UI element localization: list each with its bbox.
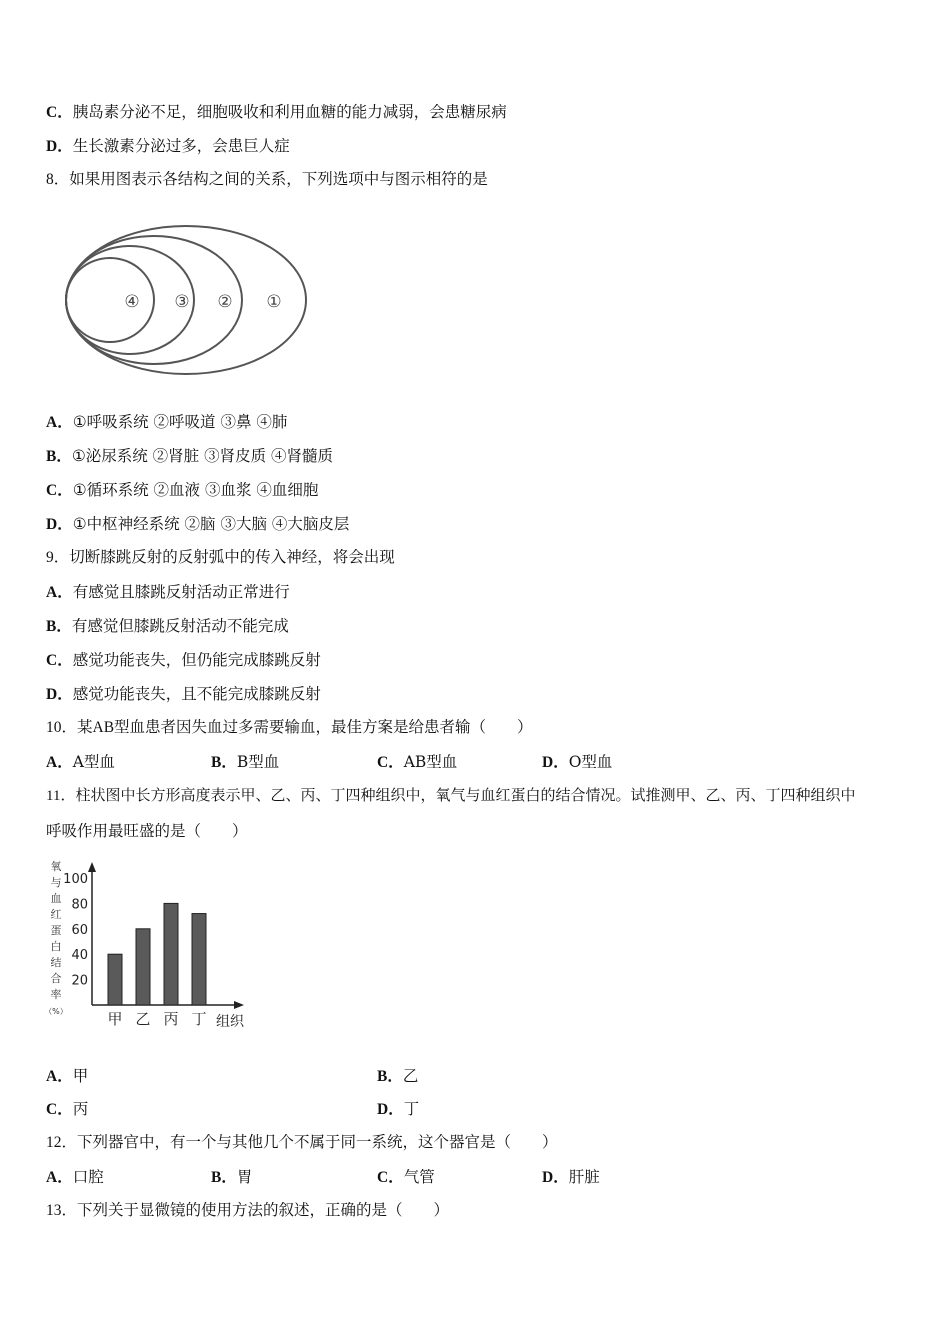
option-label: C． <box>377 754 404 771</box>
q11-bar-chart <box>40 850 260 1050</box>
option-text: ①呼吸系统 ②呼吸道 ③鼻 ④肺 <box>72 413 288 431</box>
x-tick-label: 丙 <box>163 1010 179 1028</box>
option-text: ①循环系统 ②血液 ③血浆 ④血细胞 <box>72 481 319 499</box>
q12-option-c <box>377 1166 435 1189</box>
q11-option-c <box>46 1098 88 1121</box>
option-text: 甲 <box>72 1067 89 1085</box>
option-label: B． <box>46 618 72 635</box>
q11-option-b <box>377 1065 418 1088</box>
y-axis-label-char: 血 <box>50 892 62 905</box>
option-text: ①泌尿系统 ②肾脏 ③肾皮质 ④肾髓质 <box>71 447 334 465</box>
option-text: 感觉功能丧失，但仍能完成膝跳反射 <box>72 651 321 669</box>
q10-option-b <box>211 751 279 774</box>
option-label: B． <box>46 448 72 465</box>
q12-option-a <box>46 1166 104 1189</box>
q11-stem-line1: 11．柱状图中长方形高度表示甲、乙、丙、丁四种组织中，氧气与血红蛋白的结合情况。试推测甲、乙、丙、丁四种组织中 <box>46 788 856 804</box>
option-text: 气管 <box>403 1168 435 1186</box>
q8-nested-ellipse-diagram <box>60 220 320 390</box>
circle-label-2: ② <box>217 292 233 312</box>
y-axis-label-char: 红 <box>50 908 62 921</box>
y-axis-label-char: 与 <box>50 876 62 889</box>
option-label: B． <box>377 1068 403 1085</box>
option-text: 有感觉但膝跳反射活动不能完成 <box>71 617 289 635</box>
y-axis-label-char: （%） <box>44 1007 68 1016</box>
y-axis-label-char: 结 <box>50 956 62 969</box>
option-text: O型血 <box>568 753 613 771</box>
option-label: C． <box>46 1101 73 1118</box>
q11-option-a <box>46 1065 88 1088</box>
option-text: 乙 <box>402 1067 419 1085</box>
y-axis-label-char: 率 <box>50 988 62 1001</box>
option-text: 生长激素分泌过多，会患巨人症 <box>72 137 290 155</box>
bar-甲 <box>108 954 122 1005</box>
q9-option-b <box>46 615 289 638</box>
q12-option-d <box>542 1166 600 1189</box>
q9-option-a <box>46 581 290 604</box>
q9-stem: 9．切断膝跳反射的反射弧中的传入神经，将会出现 <box>46 549 395 566</box>
option-text: 感觉功能丧失，且不能完成膝跳反射 <box>72 685 321 703</box>
x-tick-label: 甲 <box>107 1010 123 1028</box>
y-tick-label: 20 <box>71 973 88 989</box>
q10-option-a <box>46 751 115 774</box>
option-text: 丁 <box>403 1100 420 1118</box>
option-text: 口腔 <box>72 1168 104 1186</box>
option-text: B型血 <box>236 753 280 771</box>
option-text: 胰岛素分泌不足，细胞吸收和利用血糖的能力减弱，会患糖尿病 <box>72 103 507 121</box>
y-tick-label: 80 <box>71 897 88 913</box>
option-label: C． <box>46 652 73 669</box>
q7-option-c <box>46 101 507 124</box>
bar-丙 <box>164 903 178 1005</box>
q10-option-c <box>377 751 457 774</box>
q7-option-d <box>46 135 290 158</box>
option-text: 有感觉且膝跳反射活动正常进行 <box>72 583 290 601</box>
option-label: A． <box>46 414 73 431</box>
option-label: C． <box>377 1169 404 1186</box>
option-label: A． <box>46 754 73 771</box>
q11-option-d <box>377 1098 419 1121</box>
q8-stem: 8．如果用图表示各结构之间的关系，下列选项中与图示相符的是 <box>46 171 488 188</box>
option-label: B． <box>211 754 237 771</box>
ellipse-4 <box>66 258 154 342</box>
q12-option-b <box>211 1166 252 1189</box>
option-text: 丙 <box>72 1100 89 1118</box>
bar-乙 <box>136 929 150 1005</box>
x-axis-label: 组织 <box>216 1014 244 1030</box>
q13-stem: 13．下列关于显微镜的使用方法的叙述，正确的是（ ） <box>46 1202 450 1219</box>
option-label: A． <box>46 1068 73 1085</box>
q11-stem-line2: 呼吸作用最旺盛的是（ ） <box>46 823 248 840</box>
option-label: D． <box>46 138 73 155</box>
y-tick-label: 40 <box>71 948 88 964</box>
option-text: ①中枢神经系统 ②脑 ③大脑 ④大脑皮层 <box>72 515 350 533</box>
option-label: C． <box>46 482 73 499</box>
circle-label-4: ④ <box>124 292 140 312</box>
option-text: 胃 <box>236 1168 253 1186</box>
q8-option-c <box>46 479 318 502</box>
option-label: D． <box>46 516 73 533</box>
q9-option-c <box>46 649 321 672</box>
option-label: A． <box>46 1169 73 1186</box>
option-label: C． <box>46 104 73 121</box>
q12-stem: 12．下列器官中，有一个与其他几个不属于同一系统，这个器官是（ ） <box>46 1134 558 1151</box>
option-label: D． <box>46 686 73 703</box>
q8-option-b <box>46 445 333 468</box>
circle-label-1: ① <box>266 292 282 312</box>
option-label: B． <box>211 1169 237 1186</box>
option-label: D． <box>377 1101 404 1118</box>
option-text: 肝脏 <box>568 1168 600 1186</box>
y-tick-label: 100 <box>63 872 88 887</box>
y-axis-label-char: 蛋 <box>50 924 62 937</box>
y-axis-label-char: 合 <box>50 972 62 985</box>
circle-label-3: ③ <box>174 292 190 312</box>
y-axis-label-char: 白 <box>50 940 62 953</box>
q8-option-d <box>46 513 349 536</box>
q9-option-d <box>46 683 321 706</box>
option-text: AB型血 <box>403 753 458 771</box>
option-label: D． <box>542 754 569 771</box>
q8-option-a <box>46 411 287 434</box>
x-axis-arrow <box>234 1001 244 1009</box>
bar-丁 <box>192 914 206 1005</box>
option-text: A型血 <box>72 753 115 771</box>
option-label: A． <box>46 584 73 601</box>
y-axis-arrow <box>88 862 96 872</box>
x-tick-label: 丁 <box>191 1010 207 1028</box>
y-axis-label-char: 氧 <box>50 860 62 873</box>
option-label: D． <box>542 1169 569 1186</box>
y-tick-label: 60 <box>71 922 88 938</box>
x-tick-label: 乙 <box>135 1010 151 1028</box>
q10-stem: 10．某AB型血患者因失血过多需要输血，最佳方案是给患者输（ ） <box>46 719 533 736</box>
q10-option-d <box>542 751 612 774</box>
